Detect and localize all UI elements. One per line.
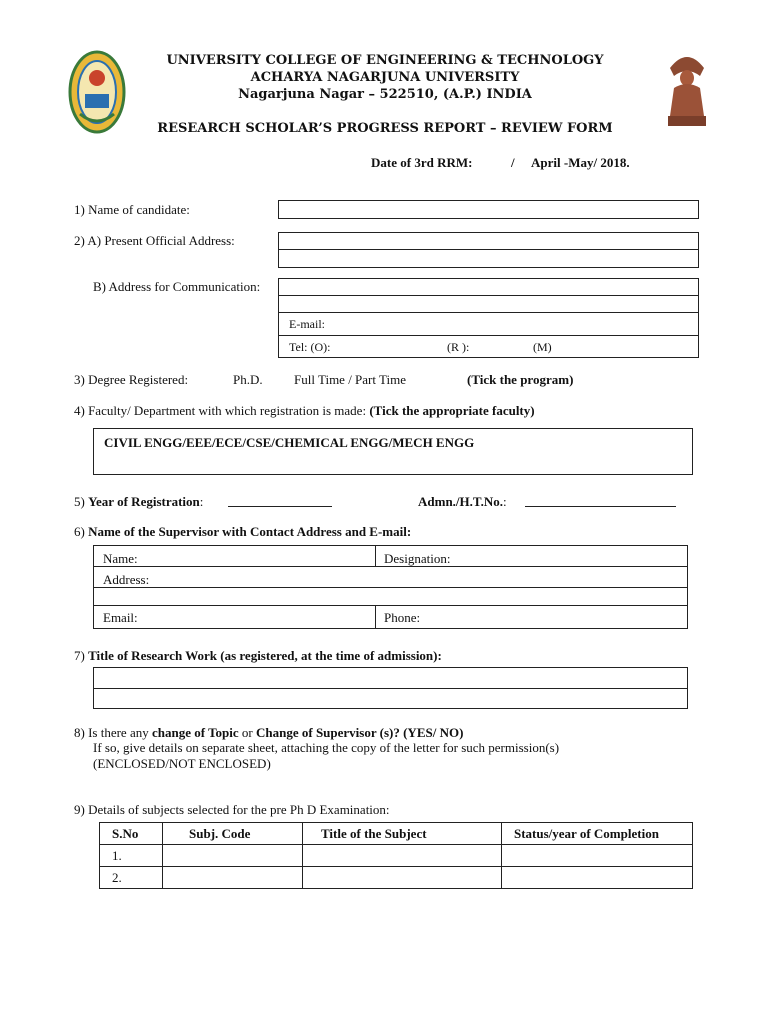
- divider: [278, 295, 699, 296]
- candidate-name-label: 1) Name of candidate:: [74, 202, 190, 217]
- tel-office-label: Tel: (O):: [289, 340, 331, 354]
- degree-label: 3) Degree Registered:: [74, 372, 189, 387]
- row-sno: 1.: [100, 845, 163, 867]
- research-title-label: Title of Research Work (as registered, at the time of admission):: [88, 648, 442, 663]
- supervisor-name-field[interactable]: Name:: [103, 551, 138, 566]
- q5-num: 5): [74, 494, 85, 509]
- research-title-heading: [74, 648, 442, 664]
- divider: [93, 605, 688, 606]
- change-details: If so, give details on separate sheet, attaching the copy of the letter for such permission(s): [93, 740, 560, 755]
- header-sno: S.No: [100, 823, 163, 845]
- enclosed-status: (ENCLOSED/NOT ENCLOSED): [93, 756, 271, 771]
- date-value: April -May/ 2018.: [531, 155, 630, 170]
- date-separator: /: [511, 155, 515, 170]
- row-title[interactable]: [303, 845, 502, 867]
- header-subj-code: Subj. Code: [163, 823, 303, 845]
- supervisor-designation-field[interactable]: Designation:: [384, 551, 451, 566]
- university-address: Nagarjuna Nagar – 522510, (A.P.) INDIA: [238, 87, 532, 102]
- college-name: UNIVERSITY COLLEGE OF ENGINEERING & TECHNOLOGY: [166, 53, 604, 68]
- email-label: E-mail:: [289, 317, 325, 331]
- admn-field[interactable]: [525, 493, 676, 507]
- row-title[interactable]: [303, 867, 502, 889]
- divider: [278, 312, 699, 313]
- row-status[interactable]: [502, 845, 693, 867]
- row-subj-code[interactable]: [163, 867, 303, 889]
- q7-num: 7): [74, 648, 85, 663]
- candidate-name-field[interactable]: [278, 200, 699, 219]
- q6-num: 6): [74, 524, 85, 539]
- divider: [375, 605, 376, 629]
- divider: [278, 335, 699, 336]
- year-registration-row: [74, 494, 203, 510]
- change-or: or: [241, 725, 253, 740]
- faculty-note: (Tick the appropriate faculty): [369, 403, 535, 418]
- tel-residence-label: (R ):: [447, 340, 470, 354]
- change-supervisor: Change of Supervisor (s)? (YES/ NO): [256, 725, 464, 740]
- faculty-label-text: 4) Faculty/ Department with which registration is made:: [74, 403, 367, 418]
- change-question: [74, 725, 463, 741]
- admn-colon: :: [503, 494, 507, 509]
- official-address-field[interactable]: [278, 232, 699, 268]
- header-title: Title of the Subject: [303, 823, 502, 845]
- supervisor-label: Name of the Supervisor with Contact Address and E-mail:: [88, 524, 412, 539]
- degree-mode[interactable]: Full Time / Part Time: [294, 372, 406, 387]
- year-registration-label: Year of Registration: [88, 494, 200, 509]
- row-subj-code[interactable]: [163, 845, 303, 867]
- degree-phd[interactable]: Ph.D.: [233, 372, 263, 387]
- year-colon: :: [199, 494, 204, 509]
- row-status[interactable]: [502, 867, 693, 889]
- supervisor-phone-field[interactable]: Phone:: [384, 610, 421, 625]
- divider: [278, 249, 699, 250]
- subjects-table: [99, 822, 693, 889]
- subjects-label: 9) Details of subjects selected for the pre Ph D Examination:: [74, 802, 390, 817]
- university-name: ACHARYA NAGARJUNA UNIVERSITY: [250, 70, 520, 85]
- supervisor-email-field[interactable]: Email:: [103, 610, 138, 625]
- supervisor-heading: [74, 524, 411, 540]
- admn-row: [418, 494, 507, 510]
- table-row: [100, 867, 693, 889]
- header-status: Status/year of Completion: [502, 823, 693, 845]
- communication-address-label: B) Address for Communication:: [93, 279, 261, 294]
- communication-address-field[interactable]: [278, 278, 699, 358]
- table-header-row: [100, 823, 693, 845]
- row-sno: 2.: [100, 867, 163, 889]
- faculty-departments[interactable]: CIVIL ENGG/EEE/ECE/CSE/CHEMICAL ENGG/MECH ENGG: [104, 435, 475, 450]
- table-row: [100, 845, 693, 867]
- degree-note: (Tick the program): [467, 372, 574, 387]
- supervisor-address-field[interactable]: Address:: [103, 572, 150, 587]
- change-topic: change of Topic: [151, 725, 239, 740]
- tel-mobile-label: (M): [533, 340, 552, 354]
- date-label: Date of 3rd RRM:: [371, 155, 473, 170]
- divider: [375, 545, 376, 566]
- faculty-label: [74, 403, 535, 419]
- divider: [93, 587, 688, 588]
- admn-label: Admn./H.T.No.: [418, 494, 503, 509]
- divider: [93, 688, 688, 689]
- q8-num: 8) Is there any: [74, 725, 149, 740]
- year-registration-field[interactable]: [228, 493, 332, 507]
- form-title: RESEARCH SCHOLAR’S PROGRESS REPORT – REVIEW FORM: [157, 121, 613, 136]
- official-address-label: 2) A) Present Official Address:: [74, 233, 235, 248]
